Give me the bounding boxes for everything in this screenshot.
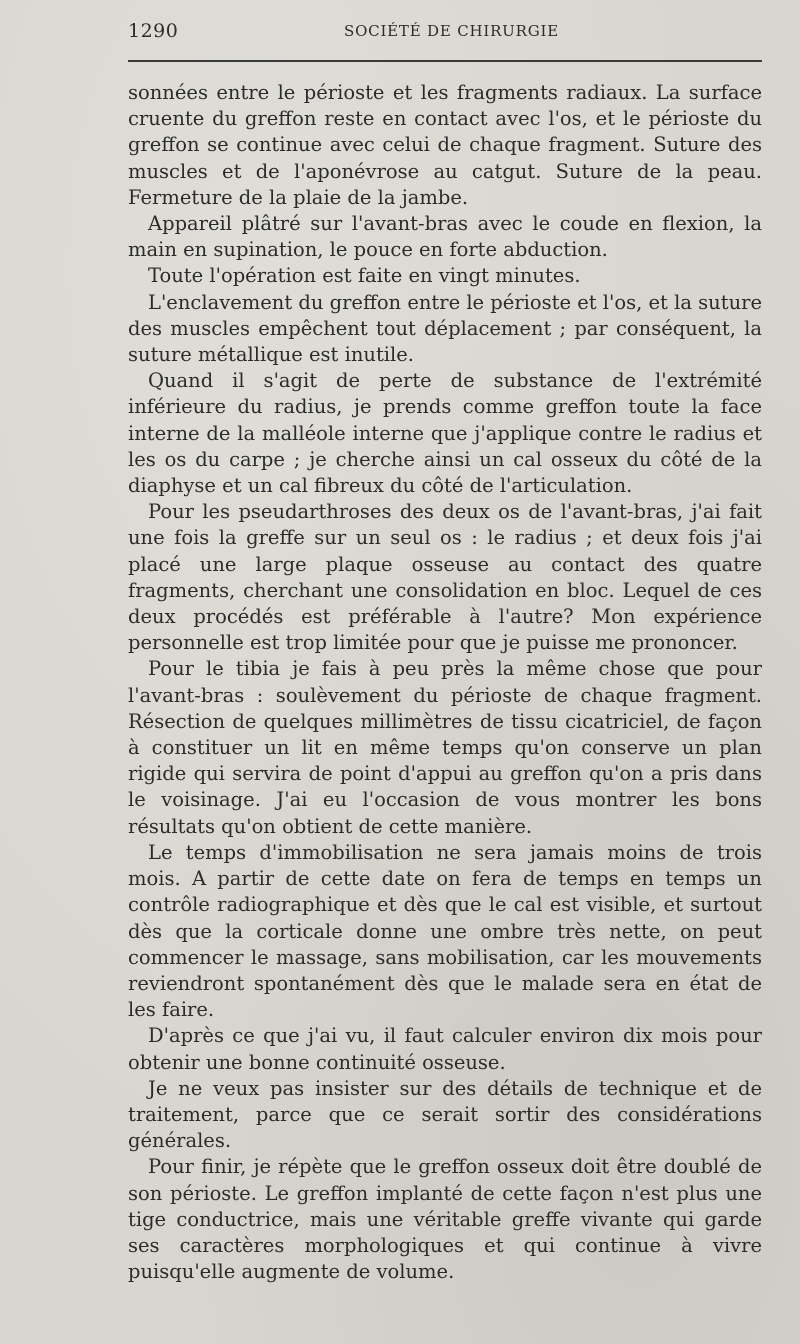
paragraph: Je ne veux pas insister sur des détails de technique et de traitement, parce que ce serait sortir des considérations générales. bbox=[128, 1076, 762, 1153]
running-title: SOCIÉTÉ DE CHIRURGIE bbox=[344, 22, 559, 40]
body-text bbox=[128, 80, 762, 1285]
paragraph-continued: sonnées entre le périoste et les fragments radiaux. La surface cruente du greffon reste en contact avec l'os, et le périoste du greffon se continue avec celui de chaque fragment. Suture des muscles et de l'aponévrose au catgut. Suture de la peau. Fermeture de la plaie de la jambe. bbox=[128, 81, 762, 209]
paragraph: Quand il s'agit de perte de substance de l'extrémité inférieure du radius, je prends comme greffon toute la face interne de la malléole interne que j'applique contre le radius et les os du carpe ; je cherche ainsi un cal osseux du côté de la diaphyse et un cal fibreux du côté de l'articulation. bbox=[128, 369, 762, 498]
paragraph: Le temps d'immobilisation ne sera jamais moins de trois mois. A partir de cette date on fera de temps en temps un contrôle radiographique et dès que le cal est visible, et surtout dès que la corticale donne une ombre très nette, on peut commencer le massage, sans mobilisation, car les mouvements reviendront spontanément dès que le malade sera en état de les faire. bbox=[128, 840, 762, 1022]
paragraph: L'enclavement du greffon entre le périoste et l'os, et la suture des muscles empêchent tout déplacement ; par conséquent, la suture métallique est inutile. bbox=[128, 290, 762, 367]
paragraph: Appareil plâtré sur l'avant-bras avec le coude en flexion, la main en supination, le pouce en forte abduction. bbox=[128, 212, 762, 262]
paragraph: Pour le tibia je fais à peu près la même chose que pour l'avant-bras : soulèvement du périoste de chaque fragment. Résection de quelques millimètres de tissu cicatriciel, de façon à constituer un lit en même temps qu'on conserve un plan rigide qui servira de point d'appui au greffon qu'on a pris dans le voisinage. J'ai eu l'occasion de vous montrer les bons résultats qu'on obtient de cette manière. bbox=[128, 657, 762, 838]
running-header bbox=[128, 18, 762, 44]
paragraph: D'après ce que j'ai vu, il faut calculer environ dix mois pour obtenir une bonne continuité osseuse. bbox=[128, 1024, 762, 1074]
paragraph: Pour les pseudarthroses des deux os de l'avant-bras, j'ai fait une fois la greffe sur un seul os : le radius ; et deux fois j'ai placé une large plaque osseuse au contact des quatre fragments, cherchant une consolidation en bloc. Lequel de ces deux procédés est préférable à l'autre? Mon expérience personnelle est trop limitée pour que je puisse me prononcer. bbox=[128, 500, 762, 655]
header-rule bbox=[128, 60, 762, 62]
page-number: 1290 bbox=[128, 20, 179, 42]
paragraph: Toute l'opération est faite en vingt minutes. bbox=[148, 264, 581, 288]
paragraph: Pour finir, je répète que le greffon osseux doit être doublé de son périoste. Le greffon implanté de cette façon n'est plus une tige conductrice, mais une véritable greffe vivante qui garde ses caractères morphologiques et qui continue à vivre puisqu'elle augmente de volume. bbox=[128, 1155, 762, 1284]
